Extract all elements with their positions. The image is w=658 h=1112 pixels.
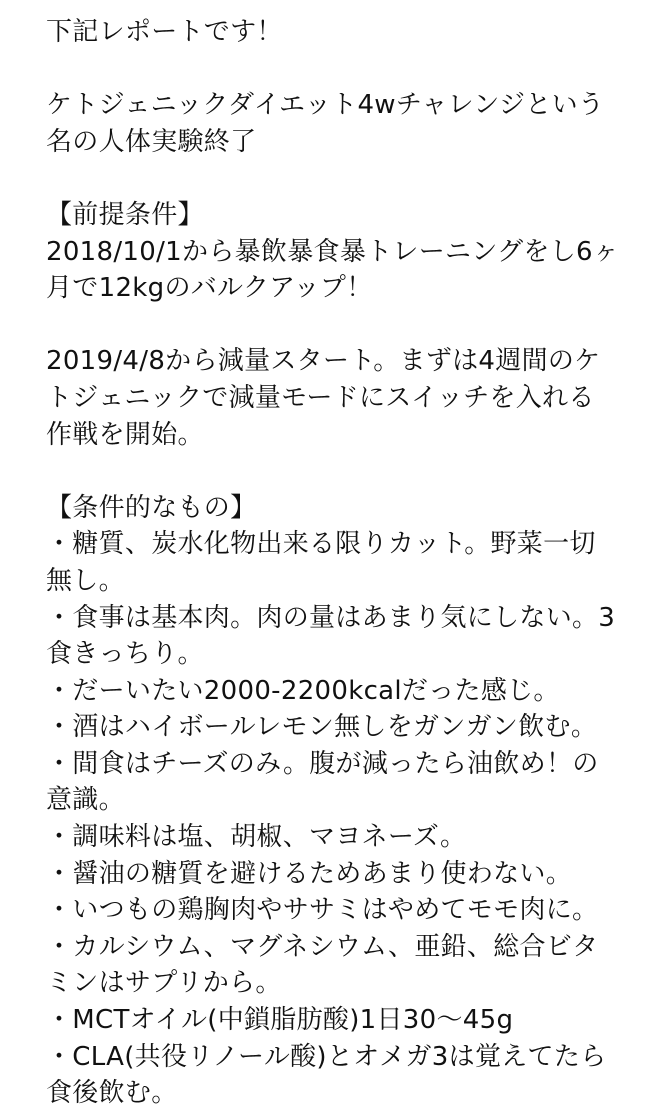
bullet-line-21: ・間食はチーズのみ。腹が減ったら油飲め！の xyxy=(46,748,599,779)
bullet-line-25: ・いつもの鶏胸肉やササミはやめてモモ肉に。 xyxy=(46,895,599,926)
text-line-12: 作戦を開始。 xyxy=(46,419,204,450)
text-line-10: 2019/4/8から減量スタート。まずは4週間のケ xyxy=(46,346,601,377)
bullet-line-19: ・だーいたい2000-2200kcalだった感じ。 xyxy=(46,675,560,706)
blank-line xyxy=(46,160,646,197)
bullet-line-23: ・調味料は塩、胡椒、マヨネーズ。 xyxy=(46,822,467,853)
bullet-line-22: 意識。 xyxy=(46,785,125,816)
bullet-line-27: ミンはサプリから。 xyxy=(46,968,282,999)
bullet-line-18: 食きっちり。 xyxy=(46,639,204,670)
bullet-line-24: ・醤油の糖質を避けるためあまり使わない。 xyxy=(46,858,573,889)
note-body xyxy=(46,14,646,1112)
bullet-line-28: ・MCTオイル(中鎖脂肪酸)1日30〜45g xyxy=(46,1005,514,1036)
bullet-line-20: ・酒はハイボールレモン無しをガンガン飲む。 xyxy=(46,712,598,743)
bullet-line-29: ・CLA(共役リノール酸)とオメガ3は覚えてたら xyxy=(46,1041,607,1072)
bullet-line-16: 無し。 xyxy=(46,565,125,596)
text-line-7: 2018/10/1から暴飲暴食暴トレーニングをし6ヶ xyxy=(46,236,620,267)
bullet-line-30: 食後飲む。 xyxy=(46,1078,178,1109)
section-heading-premise: 【前提条件】 xyxy=(46,199,204,230)
text-line-3: ケトジェニックダイエット4wチャレンジという xyxy=(46,90,605,121)
blank-line xyxy=(46,453,646,490)
blank-line xyxy=(46,51,646,88)
text-line-11: トジェニックで減量モードにスイッチを入れる xyxy=(46,382,595,413)
bullet-line-15: ・糖質、炭水化物出来る限りカット。野菜一切 xyxy=(46,529,596,560)
text-line-8: 月で12kgのバルクアップ！ xyxy=(46,273,373,304)
section-heading-conditions: 【条件的なもの】 xyxy=(46,492,257,523)
bullet-line-26: ・カルシウム、マグネシウム、亜鉛、総合ビタ xyxy=(46,931,599,962)
text-line-1: 下記レポートです！ xyxy=(46,17,283,47)
text-line-4: 名の人体実験終了 xyxy=(46,126,257,157)
bullet-line-17: ・食事は基本肉。肉の量はあまり気にしない。3 xyxy=(46,602,616,633)
blank-line xyxy=(46,307,646,344)
